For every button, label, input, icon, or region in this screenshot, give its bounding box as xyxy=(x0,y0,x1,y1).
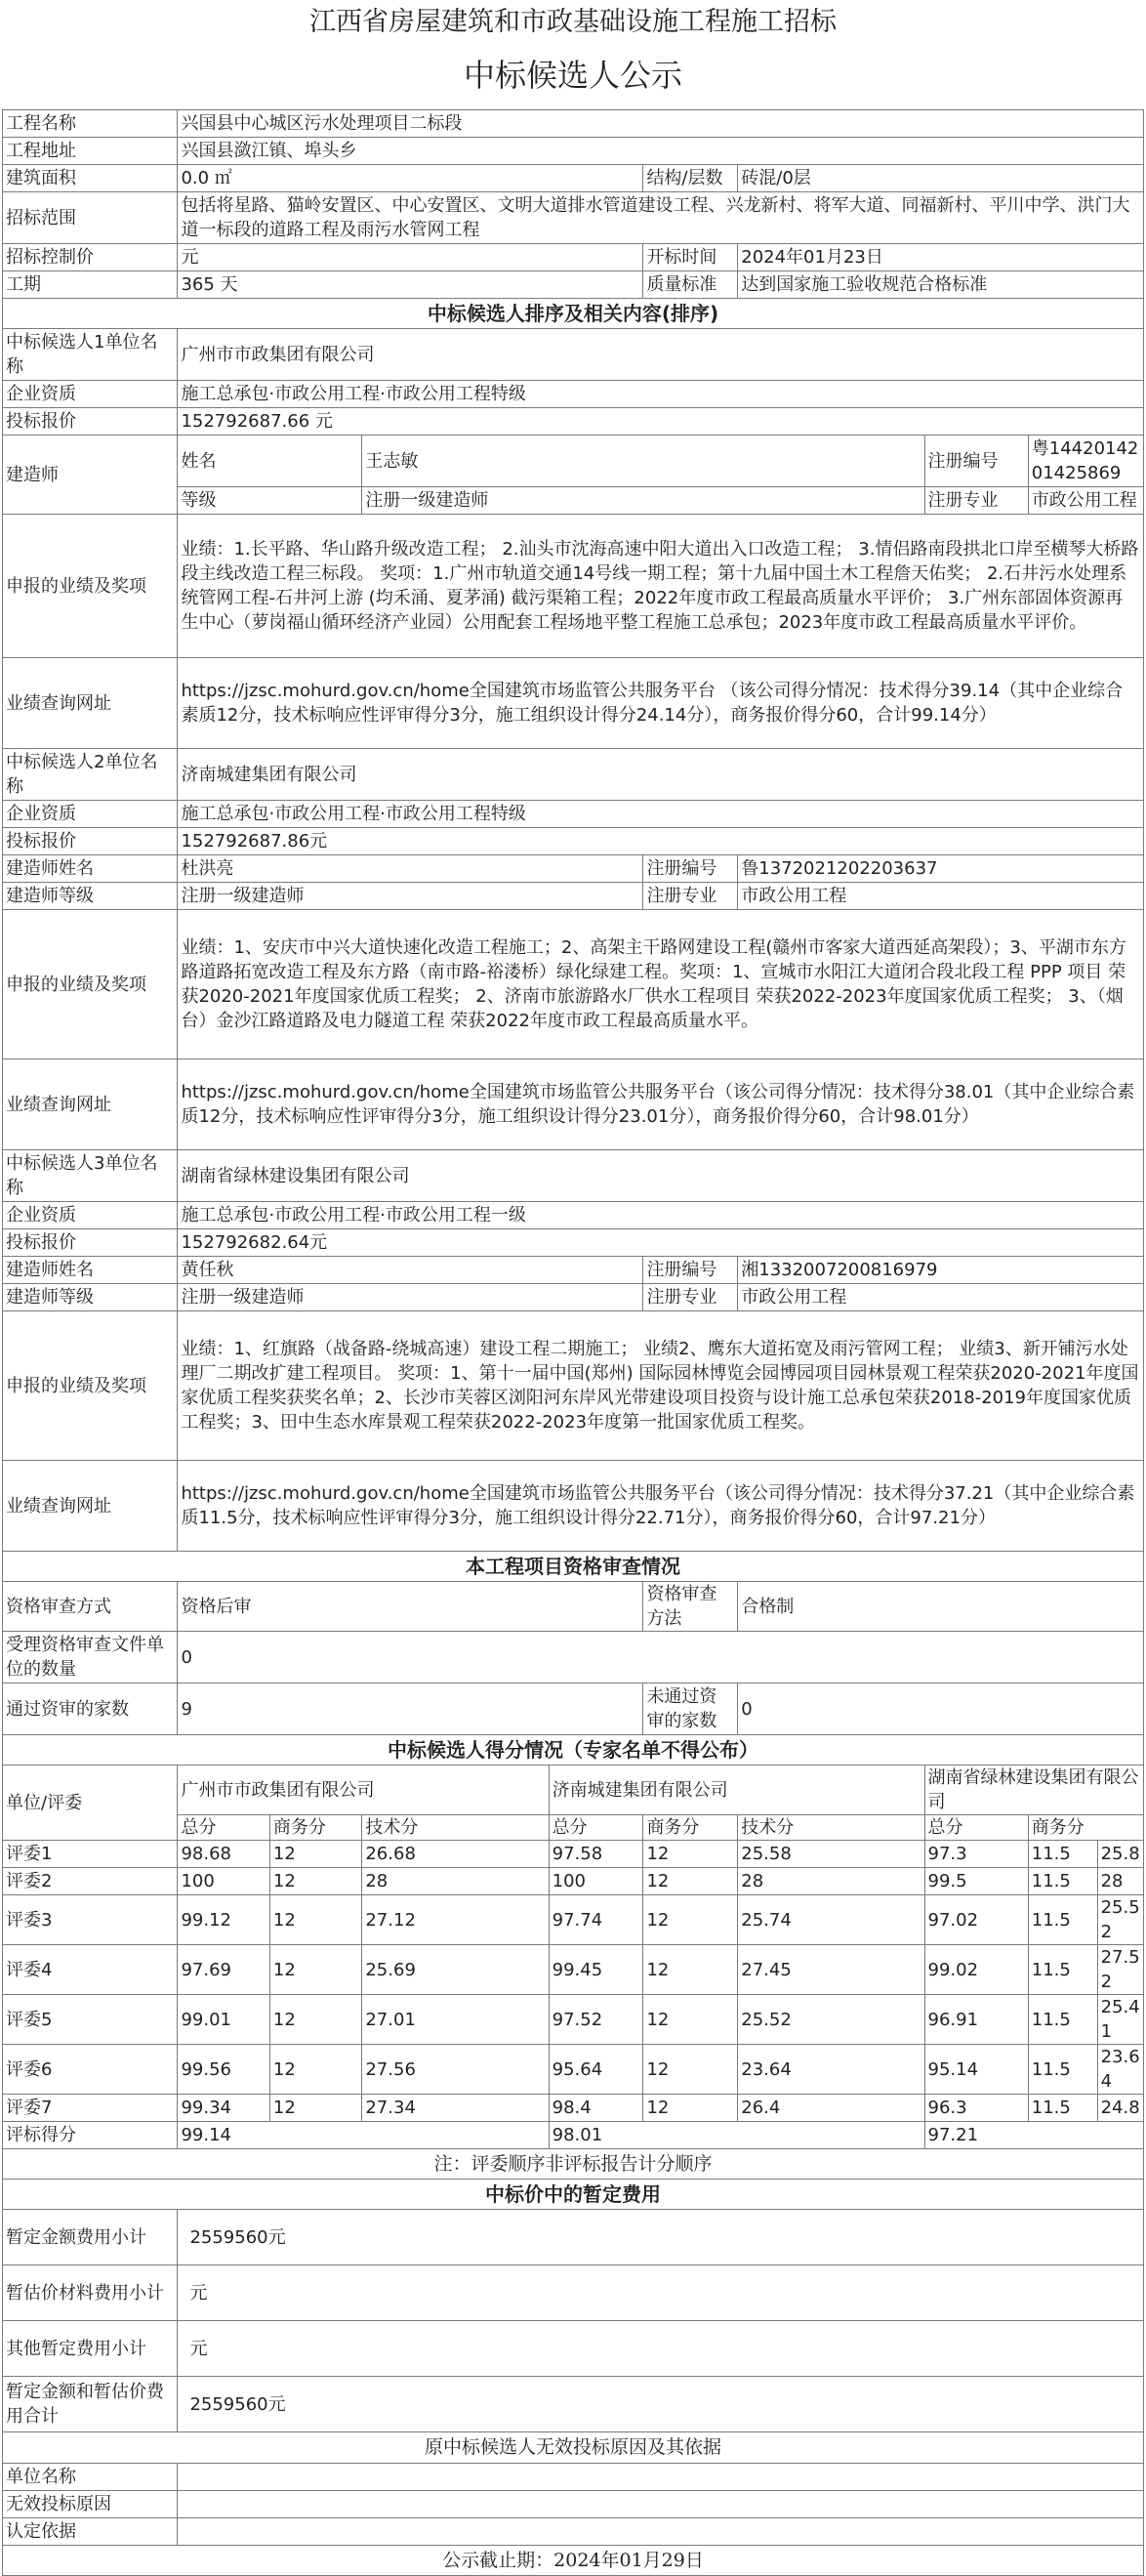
candidate3-grade: 注册一级建造师 xyxy=(178,1284,643,1311)
candidate1-builder-name: 王志敏 xyxy=(362,436,924,487)
score-subheader: 技术分 xyxy=(362,1815,549,1841)
score-note: 注：评委顺序非评标报告计分顺序 xyxy=(3,2149,1144,2180)
label: 结构/层数 xyxy=(643,165,738,192)
score-cell: 11.5 xyxy=(1028,1995,1097,2045)
label: 无效投标原因 xyxy=(3,2491,178,2518)
candidate2-qual: 施工总承包·市政公用工程·市政公用工程特级 xyxy=(178,801,1144,828)
score-cell: 11.5 xyxy=(1028,1895,1097,1945)
review-method-type: 合格制 xyxy=(738,1582,1144,1632)
row-fee-material xyxy=(3,2265,1144,2321)
row-c3-bid xyxy=(3,1229,1144,1257)
candidate1-name: 广州市市政集团有限公司 xyxy=(178,329,1144,381)
structure-value: 砖混/0层 xyxy=(738,165,1144,192)
label: 申报的业绩及奖项 xyxy=(3,1311,178,1461)
label: 评标得分 xyxy=(3,2122,178,2149)
label: 建造师姓名 xyxy=(3,855,178,883)
review-docs-count: 0 xyxy=(178,1632,1144,1683)
score-cell: 11.5 xyxy=(1028,1841,1097,1868)
row-scope xyxy=(3,192,1144,244)
label: 投标报价 xyxy=(3,408,178,436)
score-subheader: 技术分 xyxy=(738,1815,924,1841)
score-subheader: 商务分 xyxy=(269,1815,361,1841)
score-cell: 12 xyxy=(269,1995,361,2045)
label: 认定依据 xyxy=(3,2518,178,2546)
candidate1-bid: 152792687.66 元 xyxy=(178,408,1144,436)
row-c3-name xyxy=(3,1150,1144,1202)
section-title: 中标价中的暂定费用 xyxy=(3,2180,1144,2210)
label: 其他暂定费用小计 xyxy=(3,2321,178,2377)
candidate3-reg-no: 湘1332007200816979 xyxy=(738,1257,1144,1284)
section-scores xyxy=(3,1735,1144,1766)
score-row xyxy=(3,1868,1144,1895)
label: 业绩查询网址 xyxy=(3,1059,178,1150)
score-cell: 100 xyxy=(178,1868,269,1895)
candidate2-name: 济南城建集团有限公司 xyxy=(178,749,1144,801)
label: 暂定金额和暂估价费用合计 xyxy=(3,2377,178,2432)
row-c2-name xyxy=(3,749,1144,801)
row-c1-bid xyxy=(3,408,1144,436)
label: 资格审查方式 xyxy=(3,1582,178,1632)
score-cell: 27.52 xyxy=(1097,1945,1143,1995)
section-invalid xyxy=(3,2432,1144,2464)
score-row xyxy=(3,2045,1144,2095)
score-cell: 100 xyxy=(549,1868,643,1895)
label: 申报的业绩及奖项 xyxy=(3,515,178,658)
candidate1-grade: 注册一级建造师 xyxy=(362,487,924,515)
score-cell: 23.64 xyxy=(1097,2045,1143,2095)
score-cell: 11.5 xyxy=(1028,2095,1097,2122)
label: 暂估价材料费用小计 xyxy=(3,2265,178,2321)
label: 中标候选人1单位名称 xyxy=(3,329,178,381)
score-row xyxy=(3,1995,1144,2045)
score-cell: 96.3 xyxy=(924,2095,1028,2122)
score-cell: 98.68 xyxy=(178,1841,269,1868)
score-cell: 12 xyxy=(643,2095,738,2122)
page-title: 江西省房屋建筑和市政基础设施工程施工招标 xyxy=(309,7,837,37)
label: 招标控制价 xyxy=(3,244,178,271)
candidate3-bid: 152792682.64元 xyxy=(178,1229,1144,1257)
review-failed-count: 0 xyxy=(738,1683,1144,1735)
score-cell: 95.64 xyxy=(549,2045,643,2095)
label: 业绩查询网址 xyxy=(3,1461,178,1552)
row-deadline xyxy=(3,2546,1144,2576)
score-subheader: 商务分 xyxy=(643,1815,738,1841)
score-subheader: 总分 xyxy=(549,1815,643,1841)
row-c3-builder-a xyxy=(3,1257,1144,1284)
row-final-score xyxy=(3,2122,1144,2149)
score-cell: 95.14 xyxy=(924,2045,1028,2095)
invalid-unit-value xyxy=(178,2464,1144,2491)
candidate1-major: 市政公用工程 xyxy=(1028,487,1143,515)
candidate2-reg-no: 鲁1372021202203637 xyxy=(738,855,1144,883)
section-ranking xyxy=(3,299,1144,329)
label: 注册专业 xyxy=(924,487,1028,515)
invalid-reason-value xyxy=(178,2491,1144,2518)
score-cell: 97.3 xyxy=(924,1841,1028,1868)
label: 注册专业 xyxy=(643,883,738,910)
label: 中标候选人3单位名称 xyxy=(3,1150,178,1202)
candidate1-reg-no: 粤1442014201425869 xyxy=(1028,436,1143,487)
score-cell: 25.8 xyxy=(1097,1841,1143,1868)
row-invalid-reason xyxy=(3,2491,1144,2518)
row-project-address xyxy=(3,138,1144,165)
label: 招标范围 xyxy=(3,192,178,244)
score-cell: 26.4 xyxy=(738,2095,924,2122)
candidate1-performance: 业绩：1.长平路、华山路升级改造工程； 2.汕头市沈海高速中阳大道出入口改造工程； 3.情侣路南段拱北口岸至横琴大桥路段主线改造工程三标段。 奖项：1.广州市轨道交通14号线一期工程；第十九届中国土木工程詹天佑奖； 2.石井污水处理系统管网工程-石井河上游 (均禾涌、夏茅涌) 截污渠箱工程；2022年度市政工程最高质量水平评价； 3.广州东部固体资源再生中心（萝岗福山循环经济产业园）公用配套工程场地平整工程施工总承包；2023年度市政工程最高质量水平评价。 xyxy=(178,515,1144,658)
label: 注册专业 xyxy=(643,1284,738,1311)
judge-label: 评委4 xyxy=(3,1945,178,1995)
score-cell: 96.91 xyxy=(924,1995,1028,2045)
score-cell: 28 xyxy=(362,1868,549,1895)
section-title: 中标候选人得分情况（专家名单不得公布） xyxy=(3,1735,1144,1766)
judge-label: 评委7 xyxy=(3,2095,178,2122)
candidate3-builder-name: 黄任秋 xyxy=(178,1257,643,1284)
row-fee-other xyxy=(3,2321,1144,2377)
score-cell: 12 xyxy=(643,2045,738,2095)
score-company-3: 湖南省绿林建设集团有限公司 xyxy=(924,1766,1143,1815)
score-cell: 12 xyxy=(643,1995,738,2045)
score-company-2: 济南城建集团有限公司 xyxy=(549,1766,924,1815)
row-c3-perf xyxy=(3,1311,1144,1461)
label: 工程地址 xyxy=(3,138,178,165)
row-c3-url xyxy=(3,1461,1144,1552)
score-cell: 12 xyxy=(269,2095,361,2122)
label: 申报的业绩及奖项 xyxy=(3,910,178,1059)
score-cell: 28 xyxy=(738,1868,924,1895)
score-cell: 97.69 xyxy=(178,1945,269,1995)
label: 建筑面积 xyxy=(3,165,178,192)
row-c2-url xyxy=(3,1059,1144,1150)
score-cell: 27.12 xyxy=(362,1895,549,1945)
row-c2-bid xyxy=(3,828,1144,855)
label: 开标时间 xyxy=(643,244,738,271)
score-cell: 25.74 xyxy=(738,1895,924,1945)
score-cell: 97.58 xyxy=(549,1841,643,1868)
quality-value: 达到国家施工验收规范合格标准 xyxy=(738,271,1144,299)
score-cell: 12 xyxy=(643,1945,738,1995)
label: 企业资质 xyxy=(3,801,178,828)
score-cell: 12 xyxy=(643,1841,738,1868)
row-c3-qual xyxy=(3,1202,1144,1229)
score-cell: 12 xyxy=(269,1841,361,1868)
fee-total: 2559560元 xyxy=(178,2377,1144,2432)
row-c2-builder-a xyxy=(3,855,1144,883)
final-score-3: 97.21 xyxy=(924,2122,1143,2149)
label: 质量标准 xyxy=(643,271,738,299)
section-title: 原中标候选人无效投标原因及其依据 xyxy=(3,2432,1144,2464)
row-c2-builder-b xyxy=(3,883,1144,910)
score-cell: 24.8 xyxy=(1097,2095,1143,2122)
label: 姓名 xyxy=(178,436,362,487)
score-cell: 25.52 xyxy=(738,1995,924,2045)
candidate3-name: 湖南省绿林建设集团有限公司 xyxy=(178,1150,1144,1202)
fee-provisional: 2559560元 xyxy=(178,2210,1144,2265)
score-cell: 11.5 xyxy=(1028,2045,1097,2095)
candidate2-bid: 152792687.86元 xyxy=(178,828,1144,855)
candidate1-url: https://jzsc.mohurd.gov.cn/home全国建筑市场监管公共服务平台 （该公司得分情况：技术得分39.14（其中企业综合素质12分，技术标响应性评审得分3分，施工组织设计得分24.14分），商务报价得分60，合计99.14分） xyxy=(178,658,1144,749)
fee-other: 元 xyxy=(178,2321,1144,2377)
row-period xyxy=(3,271,1144,299)
score-cell: 11.5 xyxy=(1028,1868,1097,1895)
row-score-note xyxy=(3,2149,1144,2180)
score-cell: 26.68 xyxy=(362,1841,549,1868)
score-row xyxy=(3,1895,1144,1945)
control-price-value: 元 xyxy=(178,244,643,271)
label: 等级 xyxy=(178,487,362,515)
row-invalid-unit xyxy=(3,2464,1144,2491)
open-time-value: 2024年01月23日 xyxy=(738,244,1144,271)
judge-label: 评委5 xyxy=(3,1995,178,2045)
section-title: 中标候选人排序及相关内容(排序) xyxy=(3,299,1144,329)
row-c1-url xyxy=(3,658,1144,749)
period-value: 365 天 xyxy=(178,271,643,299)
fee-material: 元 xyxy=(178,2265,1144,2321)
row-review-docs xyxy=(3,1632,1144,1683)
label: 注册编号 xyxy=(643,855,738,883)
project-address: 兴国县潋江镇、埠头乡 xyxy=(178,138,1144,165)
score-cell: 28 xyxy=(1097,1868,1143,1895)
score-cell: 27.01 xyxy=(362,1995,549,2045)
score-cell: 23.64 xyxy=(738,2045,924,2095)
score-rows xyxy=(3,1841,1144,2122)
score-cell: 99.45 xyxy=(549,1945,643,1995)
label: 建造师姓名 xyxy=(3,1257,178,1284)
scope-value: 包括将星路、猫岭安置区、中心安置区、文明大道排水管道建设工程、兴龙新村、将军大道、同福新村、平川中学、洪门大道一标段的道路工程及雨污水管网工程 xyxy=(178,192,1144,244)
judge-label: 评委3 xyxy=(3,1895,178,1945)
row-fee-provisional xyxy=(3,2210,1144,2265)
score-cell: 25.69 xyxy=(362,1945,549,1995)
row-c1-builder-a xyxy=(3,436,1144,487)
label: 企业资质 xyxy=(3,1202,178,1229)
page-subtitle: 中标候选人公示 xyxy=(463,57,682,94)
score-cell: 25.52 xyxy=(1097,1895,1143,1945)
score-cell: 97.02 xyxy=(924,1895,1028,1945)
candidate1-qual: 施工总承包·市政公用工程·市政公用工程特级 xyxy=(178,381,1144,408)
score-cell: 97.74 xyxy=(549,1895,643,1945)
row-fee-total xyxy=(3,2377,1144,2432)
row-c1-qual xyxy=(3,381,1144,408)
score-row xyxy=(3,2095,1144,2122)
candidate2-grade: 注册一级建造师 xyxy=(178,883,643,910)
row-c2-perf xyxy=(3,910,1144,1059)
review-passed-count: 9 xyxy=(178,1683,643,1735)
candidate3-performance: 业绩：1、红旗路（战备路-绕城高速）建设工程二期施工； 业绩2、鹰东大道拓宽及雨污管网工程； 业绩3、新开铺污水处理厂二期改扩建工程项目。 奖项：1、第十一届中国(郑州) 国际园林博览会园博园项目园林景观工程荣获2020-2021年度国家优质工程奖获奖名单；2、长沙市芙蓉区浏阳河东岸风光带建设项目投资与设计施工总承包荣获2018-2019年度国家优质工程奖；3、田中生态水库景观工程荣获2022-2023年度第一批国家优质工程奖。 xyxy=(178,1311,1144,1461)
judge-label: 评委6 xyxy=(3,2045,178,2095)
candidate3-qual: 施工总承包·市政公用工程·市政公用工程一级 xyxy=(178,1202,1144,1229)
score-cell: 99.5 xyxy=(924,1868,1028,1895)
row-score-companies xyxy=(3,1766,1144,1815)
score-company-1: 广州市市政集团有限公司 xyxy=(178,1766,549,1815)
label: 工程名称 xyxy=(3,110,178,138)
label: 企业资质 xyxy=(3,381,178,408)
candidate2-url: https://jzsc.mohurd.gov.cn/home全国建筑市场监管公共服务平台（该公司得分情况：技术得分38.01（其中企业综合素质12分，技术标响应性评审得分3分，施工组织设计得分23.01分），商务报价得分60，合计98.01分） xyxy=(178,1059,1144,1150)
score-cell: 25.41 xyxy=(1097,1995,1143,2045)
label: 中标候选人2单位名称 xyxy=(3,749,178,801)
score-row xyxy=(3,1945,1144,1995)
section-fees xyxy=(3,2180,1144,2210)
score-cell: 12 xyxy=(643,1868,738,1895)
judge-label: 评委1 xyxy=(3,1841,178,1868)
label: 投标报价 xyxy=(3,828,178,855)
label: 受理资格审查文件单位的数量 xyxy=(3,1632,178,1683)
project-name: 兴国县中心城区污水处理项目二标段 xyxy=(178,110,1144,138)
label: 注册编号 xyxy=(924,436,1028,487)
score-cell: 12 xyxy=(643,1895,738,1945)
score-cell: 27.45 xyxy=(738,1945,924,1995)
score-cell: 99.02 xyxy=(924,1945,1028,1995)
label: 业绩查询网址 xyxy=(3,658,178,749)
section-title: 本工程项目资格审查情况 xyxy=(3,1552,1144,1582)
label: 工期 xyxy=(3,271,178,299)
score-cell: 99.34 xyxy=(178,2095,269,2122)
announcement-table xyxy=(2,109,1144,2576)
candidate3-major: 市政公用工程 xyxy=(738,1284,1144,1311)
deadline: 公示截止期：2024年01月29日 xyxy=(3,2546,1144,2576)
section-review xyxy=(3,1552,1144,1582)
label: 资格审查方法 xyxy=(643,1582,738,1632)
score-cell: 27.56 xyxy=(362,2045,549,2095)
candidate3-url: https://jzsc.mohurd.gov.cn/home全国建筑市场监管公共服务平台（该公司得分情况：技术得分37.21（其中企业综合素质11.5分，技术标响应性评审得分3分，施工组织设计得分22.71分），商务报价得分60，合计97.21分） xyxy=(178,1461,1144,1552)
final-score-1: 99.14 xyxy=(178,2122,549,2149)
row-c2-qual xyxy=(3,801,1144,828)
score-cell: 12 xyxy=(269,1868,361,1895)
row-c3-builder-b xyxy=(3,1284,1144,1311)
label: 未通过资审的家数 xyxy=(643,1683,738,1735)
label: 建造师等级 xyxy=(3,883,178,910)
judge-label: 评委2 xyxy=(3,1868,178,1895)
score-cell: 99.12 xyxy=(178,1895,269,1945)
label: 通过资审的家数 xyxy=(3,1683,178,1735)
area-value: 0.0 ㎡ xyxy=(178,165,643,192)
label: 建造师 xyxy=(3,436,178,515)
label: 建造师等级 xyxy=(3,1284,178,1311)
row-control-price xyxy=(3,244,1144,271)
label: 投标报价 xyxy=(3,1229,178,1257)
review-method: 资格后审 xyxy=(178,1582,643,1632)
candidate2-builder-name: 杜洪亮 xyxy=(178,855,643,883)
score-cell: 11.5 xyxy=(1028,1945,1097,1995)
candidate2-performance: 业绩：1、安庆市中兴大道快速化改造工程施工；2、高架主干路网建设工程(赣州市客家大道西延高架段）；3、平湖市东方路道路拓宽改造工程及东方路（南市路-裕溇桥）绿化绿建工程。奖项：1、宣城市水阳江大道闭合段北段工程 PPP 项目 荣获2020-2021年度国家优质工程奖； 2、济南市旅游路水厂供水工程项目 荣获2022-2023年度国家优质工程奖； 3、（烟台）金沙江路道路及电力隧道工程 荣获2022年度市政工程最高质量水平。 xyxy=(178,910,1144,1059)
row-area xyxy=(3,165,1144,192)
score-subheader: 商务分 xyxy=(1028,1815,1143,1841)
score-cell: 98.4 xyxy=(549,2095,643,2122)
label: 单位/评委 xyxy=(3,1766,178,1841)
score-subheader: 总分 xyxy=(924,1815,1028,1841)
score-cell: 97.52 xyxy=(549,1995,643,2045)
row-c1-perf xyxy=(3,515,1144,658)
row-c1-name xyxy=(3,329,1144,381)
score-cell: 99.56 xyxy=(178,2045,269,2095)
score-cell: 25.58 xyxy=(738,1841,924,1868)
label: 暂定金额费用小计 xyxy=(3,2210,178,2265)
score-cell: 99.01 xyxy=(178,1995,269,2045)
row-review-method xyxy=(3,1582,1144,1632)
score-cell: 12 xyxy=(269,2045,361,2095)
score-cell: 27.34 xyxy=(362,2095,549,2122)
label: 注册编号 xyxy=(643,1257,738,1284)
score-subheader: 总分 xyxy=(178,1815,269,1841)
score-cell: 12 xyxy=(269,1945,361,1995)
score-cell: 12 xyxy=(269,1895,361,1945)
row-project-name xyxy=(3,110,1144,138)
row-review-passed xyxy=(3,1683,1144,1735)
candidate2-major: 市政公用工程 xyxy=(738,883,1144,910)
final-score-2: 98.01 xyxy=(549,2122,924,2149)
score-row xyxy=(3,1841,1144,1868)
label: 单位名称 xyxy=(3,2464,178,2491)
